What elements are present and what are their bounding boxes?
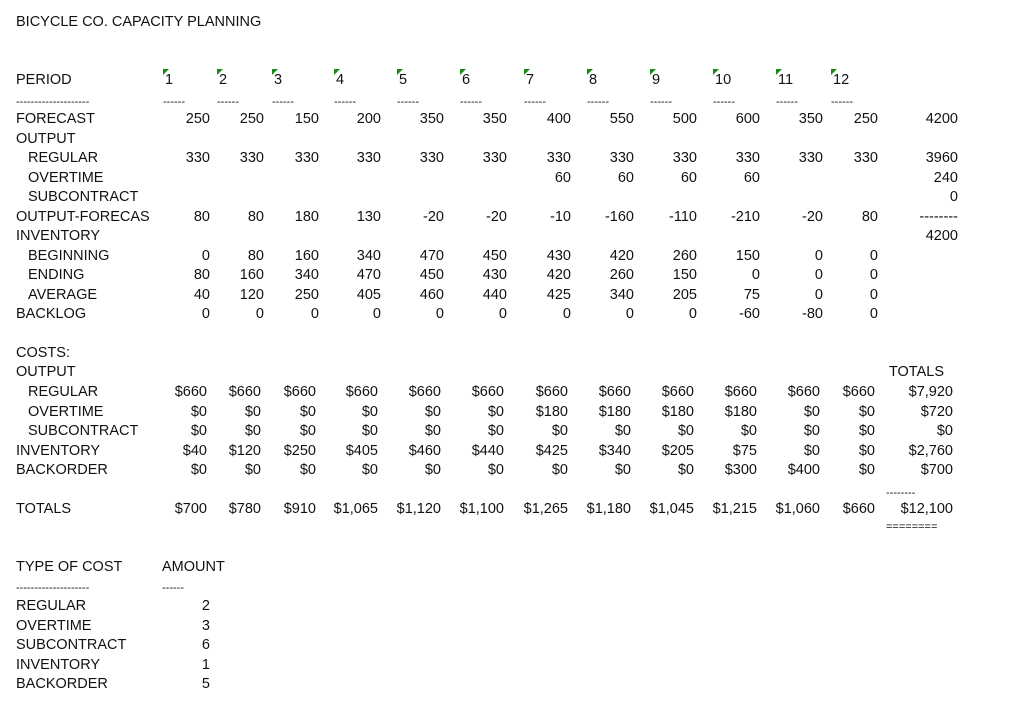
cost-cell: $0 <box>424 403 441 420</box>
cost-cell: $0 <box>299 462 316 478</box>
period-header-9: 9 <box>652 72 661 88</box>
amount-underline: ------ <box>162 582 184 594</box>
cell-value: 160 <box>239 267 264 283</box>
cell-value: -210 <box>730 208 760 225</box>
cost-cell: $180 <box>598 403 631 420</box>
cost-row-label: SUBCONTRACT <box>28 423 139 439</box>
cell-value: 60 <box>554 169 571 186</box>
cell-value: 0 <box>625 306 634 322</box>
cell-value: 250 <box>185 111 210 127</box>
row-label: OUTPUT <box>16 130 76 147</box>
period-underline: ------ <box>776 96 798 108</box>
cost-cell: $440 <box>471 442 504 459</box>
cell-value: 0 <box>310 306 319 322</box>
cell-value: 330 <box>239 150 264 166</box>
cost-cell: $300 <box>724 462 757 478</box>
cell-value: 0 <box>869 267 878 283</box>
cost-cell: $0 <box>858 462 875 478</box>
cell-value: 430 <box>482 267 507 283</box>
totals-label: TOTALS <box>16 501 72 517</box>
cell-value: 425 <box>546 286 571 303</box>
cost-cell: $660 <box>842 384 875 400</box>
cost-cell: $0 <box>361 462 378 478</box>
cell-value: 470 <box>419 247 444 264</box>
period-underline: ------ <box>397 96 419 108</box>
type-of-cost-heading: TYPE OF COST <box>16 559 123 575</box>
cost-cell: $0 <box>740 423 757 439</box>
cell-value: 0 <box>814 247 823 264</box>
totals-cell: $1,120 <box>396 501 441 517</box>
period-header-2: 2 <box>219 72 228 88</box>
cell-value: 250 <box>239 111 264 127</box>
cost-cell: $0 <box>190 423 207 439</box>
cost-cell: $0 <box>424 462 441 478</box>
cell-value: -80 <box>802 306 823 322</box>
output-heading: OUTPUT <box>16 364 76 380</box>
cell-value: 450 <box>419 267 444 283</box>
totals-cell: $1,100 <box>459 501 504 517</box>
type-underline: -------------------- <box>16 582 90 594</box>
cell-value: 330 <box>609 150 634 166</box>
totals-cell: $1,215 <box>712 501 757 517</box>
cell-value: 550 <box>609 111 634 127</box>
cell-value: 180 <box>294 208 319 225</box>
cell-value: 250 <box>853 111 878 127</box>
cell-value: 400 <box>546 111 571 127</box>
cell-value: 500 <box>672 111 697 127</box>
totals-separator: -------- <box>886 487 916 499</box>
cell-value: 330 <box>419 150 444 166</box>
cell-value: 0 <box>869 286 878 303</box>
totals-cell: $1,180 <box>586 501 631 517</box>
cost-cell: $0 <box>244 462 261 478</box>
cell-value: 0 <box>201 247 210 264</box>
period-header-4: 4 <box>336 72 345 88</box>
type-row-label: REGULAR <box>16 598 87 614</box>
row-label: SUBCONTRACT <box>28 189 139 205</box>
cell-value: 330 <box>672 150 697 166</box>
period-underline: ------ <box>163 96 185 108</box>
cell-value: 330 <box>798 150 823 166</box>
cell-value: 0 <box>869 247 878 264</box>
cost-cell: $660 <box>471 384 504 400</box>
period-header-1: 1 <box>165 72 174 88</box>
period-header-5: 5 <box>399 72 408 88</box>
cost-cell: $250 <box>283 442 316 459</box>
cost-row-label: BACKORDER <box>16 462 108 478</box>
cost-total: $2,760 <box>908 442 953 459</box>
cost-cell: $660 <box>787 384 820 400</box>
cost-cell: $460 <box>408 442 441 459</box>
cost-cell: $660 <box>283 384 316 400</box>
page-title: BICYCLE CO. CAPACITY PLANNING <box>16 14 262 30</box>
label-underline: -------------------- <box>16 96 90 108</box>
cell-value: 330 <box>546 150 571 166</box>
cost-cell: $0 <box>190 403 207 420</box>
cell-value: 75 <box>743 286 760 303</box>
cell-value: -20 <box>423 208 444 225</box>
cell-value: 330 <box>185 150 210 166</box>
cost-cell: $660 <box>174 384 207 400</box>
period-underline: ------ <box>217 96 239 108</box>
cost-total: $700 <box>920 462 953 478</box>
row-label: REGULAR <box>28 150 99 166</box>
cell-value: 80 <box>861 208 878 225</box>
cell-value: 0 <box>688 306 697 322</box>
cell-value: 260 <box>672 247 697 264</box>
period-underline: ------ <box>524 96 546 108</box>
cost-cell: $0 <box>858 442 875 459</box>
cell-value: 80 <box>247 208 264 225</box>
cost-cell: $180 <box>724 403 757 420</box>
cost-cell: $0 <box>677 423 694 439</box>
cost-cell: $660 <box>598 384 631 400</box>
period-header-11: 11 <box>778 72 794 88</box>
cost-cell: $0 <box>487 462 504 478</box>
totals-cell: $1,060 <box>775 501 820 517</box>
type-row-amount: 3 <box>201 617 210 634</box>
period-underline: ------ <box>650 96 672 108</box>
cell-value: 420 <box>609 247 634 264</box>
row-label: OUTPUT-FORECAS <box>16 208 150 225</box>
cell-value: 0 <box>814 286 823 303</box>
cell-value: 205 <box>672 286 697 303</box>
cell-value: 430 <box>546 247 571 264</box>
cost-cell: $0 <box>190 462 207 478</box>
cell-value: 60 <box>617 169 634 186</box>
row-label: ENDING <box>28 267 85 283</box>
type-row-label: SUBCONTRACT <box>16 637 127 653</box>
row-total: 4200 <box>925 228 958 244</box>
cell-value: 350 <box>419 111 444 127</box>
cell-value: 130 <box>356 208 381 225</box>
cell-value: 470 <box>356 267 381 283</box>
cost-cell: $0 <box>614 462 631 478</box>
cost-total: $0 <box>936 423 953 439</box>
cell-value: 350 <box>482 111 507 127</box>
cost-cell: $425 <box>535 442 568 459</box>
costs-heading: COSTS: <box>16 345 70 361</box>
cost-cell: $660 <box>408 384 441 400</box>
cell-value: -60 <box>739 306 760 322</box>
cost-cell: $660 <box>661 384 694 400</box>
cost-cell: $205 <box>661 442 694 459</box>
cell-value: 0 <box>751 267 760 283</box>
cell-value: 0 <box>498 306 507 322</box>
cell-value: 160 <box>294 247 319 264</box>
cell-value: 600 <box>735 111 760 127</box>
cell-value: 0 <box>562 306 571 322</box>
cost-total: $7,920 <box>908 384 953 400</box>
cell-value: 440 <box>482 286 507 303</box>
period-underline: ------ <box>587 96 609 108</box>
cell-value: -10 <box>550 208 571 225</box>
cell-value: 330 <box>853 150 878 166</box>
cell-value: 330 <box>482 150 507 166</box>
cost-cell: $0 <box>361 423 378 439</box>
cell-value: 420 <box>546 267 571 283</box>
totals-cell: $660 <box>842 501 875 517</box>
cell-value: 0 <box>255 306 264 322</box>
period-underline: ------ <box>831 96 853 108</box>
type-row-amount: 5 <box>201 676 210 692</box>
cost-cell: $660 <box>535 384 568 400</box>
period-underline: ------ <box>334 96 356 108</box>
cost-cell: $0 <box>244 403 261 420</box>
cost-cell: $75 <box>732 442 757 459</box>
cost-cell: $0 <box>803 403 820 420</box>
cell-value: 340 <box>609 286 634 303</box>
cell-value: 340 <box>356 247 381 264</box>
cost-cell: $0 <box>487 423 504 439</box>
cell-value: 405 <box>356 286 381 303</box>
cost-cell: $0 <box>299 403 316 420</box>
cell-value: -110 <box>669 208 697 225</box>
cost-cell: $0 <box>551 462 568 478</box>
type-row-label: INVENTORY <box>16 656 101 673</box>
cost-cell: $40 <box>182 442 207 459</box>
cell-value: 260 <box>609 267 634 283</box>
period-header-7: 7 <box>526 72 535 88</box>
type-row-amount: 6 <box>201 637 210 653</box>
row-label: BACKLOG <box>16 306 87 322</box>
cell-value: -20 <box>802 208 823 225</box>
type-row-label: OVERTIME <box>16 617 92 634</box>
cell-value: 150 <box>672 267 697 283</box>
cell-value: 120 <box>239 286 264 303</box>
period-underline: ------ <box>460 96 482 108</box>
cell-value: 80 <box>193 208 210 225</box>
period-underline: ------ <box>713 96 735 108</box>
cell-value: 0 <box>814 267 823 283</box>
cost-cell: $0 <box>803 442 820 459</box>
row-total: -------- <box>919 208 958 225</box>
row-label: OVERTIME <box>28 169 104 186</box>
type-row-label: BACKORDER <box>16 676 108 692</box>
cost-row-label: REGULAR <box>28 384 99 400</box>
cell-value: 60 <box>680 169 697 186</box>
period-header-8: 8 <box>589 72 598 88</box>
cell-value: 460 <box>419 286 444 303</box>
cost-cell: $0 <box>858 403 875 420</box>
period-header-3: 3 <box>274 72 283 88</box>
cell-value: 0 <box>201 306 210 322</box>
row-label: FORECAST <box>16 111 95 127</box>
row-total: 3960 <box>925 150 958 166</box>
cost-cell: $120 <box>228 442 261 459</box>
period-header-10: 10 <box>715 72 732 88</box>
cost-cell: $400 <box>787 462 820 478</box>
cost-row-label: INVENTORY <box>16 442 101 459</box>
totals-cell: $1,065 <box>333 501 378 517</box>
cell-value: 330 <box>356 150 381 166</box>
row-label: BEGINNING <box>28 247 110 264</box>
cost-row-label: OVERTIME <box>28 403 104 420</box>
row-label: AVERAGE <box>28 286 98 303</box>
cost-cell: $0 <box>424 423 441 439</box>
row-total: 4200 <box>925 111 958 127</box>
cell-value: -20 <box>486 208 507 225</box>
totals-cell: $910 <box>283 501 316 517</box>
row-label: INVENTORY <box>16 228 101 244</box>
cell-value: 60 <box>743 169 760 186</box>
cost-cell: $0 <box>487 403 504 420</box>
cell-value: 40 <box>193 286 210 303</box>
cell-value: 350 <box>798 111 823 127</box>
period-label: PERIOD <box>16 72 72 88</box>
cell-value: 0 <box>435 306 444 322</box>
cost-cell: $660 <box>345 384 378 400</box>
totals-cell: $700 <box>174 501 207 517</box>
type-row-amount: 2 <box>201 598 210 614</box>
grand-total: $12,100 <box>900 501 953 517</box>
totals-cell: $1,265 <box>523 501 568 517</box>
cost-cell: $0 <box>551 423 568 439</box>
cell-value: 150 <box>735 247 760 264</box>
cell-value: 80 <box>247 247 264 264</box>
cell-value: 250 <box>294 286 319 303</box>
period-header-6: 6 <box>462 72 471 88</box>
cost-cell: $0 <box>614 423 631 439</box>
cost-total: $720 <box>920 403 953 420</box>
cell-value: 200 <box>356 111 381 127</box>
cell-value: 80 <box>193 267 210 283</box>
cost-cell: $0 <box>858 423 875 439</box>
cost-cell: $405 <box>345 442 378 459</box>
cost-cell: $180 <box>661 403 694 420</box>
totals-cell: $1,045 <box>649 501 694 517</box>
amount-heading: AMOUNT <box>162 559 225 575</box>
type-row-amount: 1 <box>201 656 210 673</box>
cost-cell: $0 <box>803 423 820 439</box>
cost-cell: $660 <box>724 384 757 400</box>
totals-cell: $780 <box>228 501 261 517</box>
grand-total-double-line: ======== <box>886 521 938 533</box>
cell-value: -160 <box>604 208 634 225</box>
totals-header: TOTALS <box>888 364 944 380</box>
cost-cell: $0 <box>361 403 378 420</box>
cost-cell: $180 <box>535 403 568 420</box>
cost-cell: $0 <box>299 423 316 439</box>
cell-value: 0 <box>372 306 381 322</box>
cell-value: 0 <box>869 306 878 322</box>
cost-cell: $660 <box>228 384 261 400</box>
cost-cell: $340 <box>598 442 631 459</box>
cell-value: 340 <box>294 267 319 283</box>
row-total: 0 <box>949 189 958 205</box>
cost-cell: $0 <box>244 423 261 439</box>
period-header-12: 12 <box>833 72 850 88</box>
cell-value: 330 <box>735 150 760 166</box>
row-total: 240 <box>933 169 958 186</box>
period-underline: ------ <box>272 96 294 108</box>
cell-value: 450 <box>482 247 507 264</box>
cost-cell: $0 <box>677 462 694 478</box>
cell-value: 330 <box>294 150 319 166</box>
cell-value: 150 <box>294 111 319 127</box>
